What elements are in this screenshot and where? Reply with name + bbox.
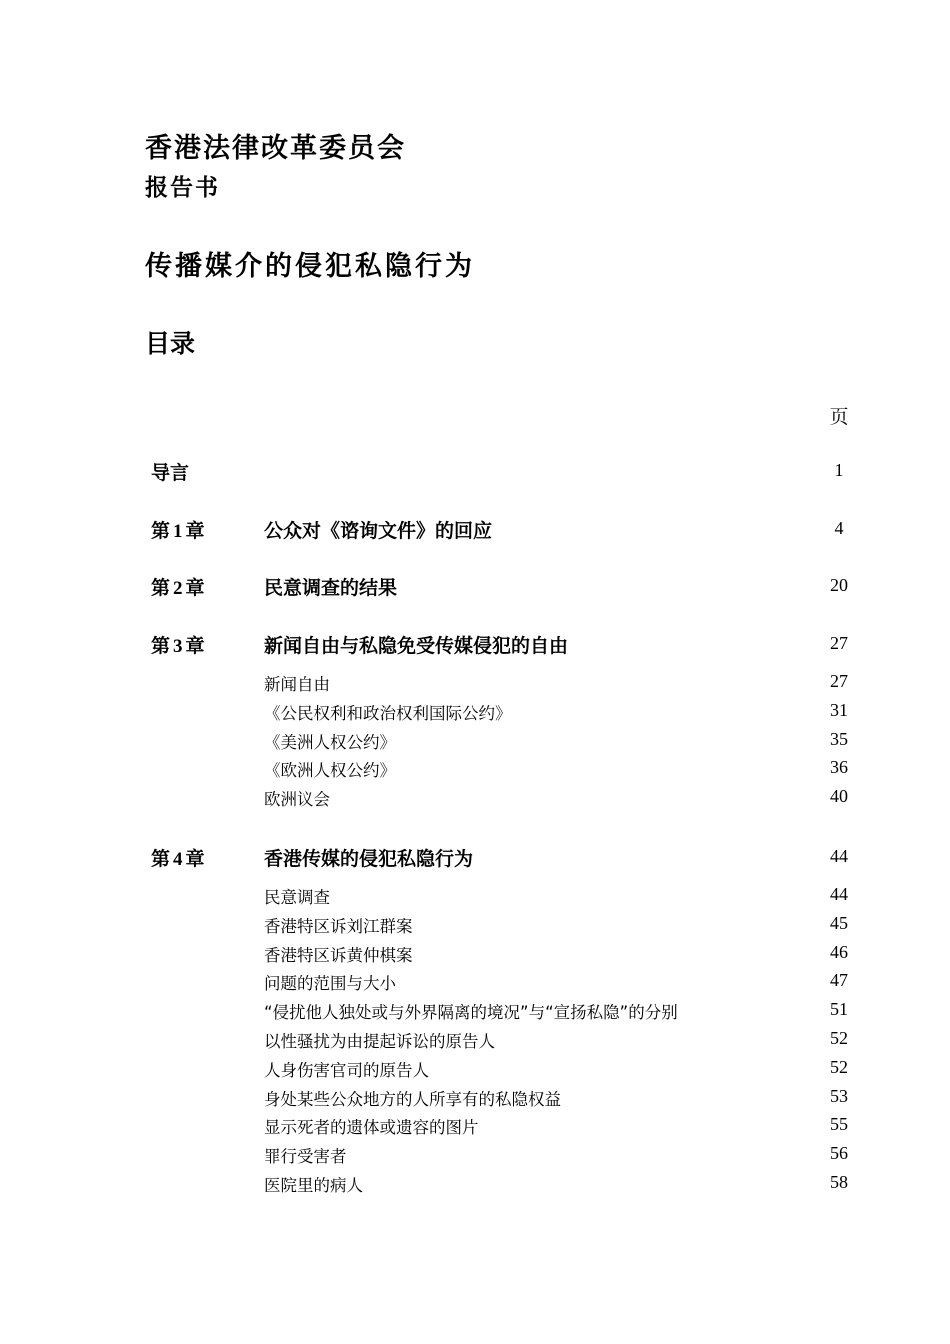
section-page-number: 40 bbox=[830, 786, 848, 807]
chapter-title: 公众对《谘询文件》的回应 bbox=[264, 520, 493, 542]
section-title: 问题的范围与大小 bbox=[264, 974, 396, 994]
section-title: 身处某些公众地方的人所享有的私隐权益 bbox=[264, 1089, 561, 1109]
section-page-number: 52 bbox=[830, 1056, 848, 1077]
chapter-label bbox=[151, 516, 205, 543]
toc-heading: 目录 bbox=[145, 329, 196, 358]
chapter-title: 香港传媒的侵犯私隐行为 bbox=[264, 848, 474, 870]
document-title: 传播媒介的侵犯私隐行为 bbox=[145, 251, 475, 282]
section-page-number: 58 bbox=[830, 1172, 848, 1192]
section-page-number: 45 bbox=[830, 912, 848, 933]
section-title: 以性骚扰为由提起诉讼的原告人 bbox=[264, 1032, 495, 1051]
section-title: 民意调查 bbox=[264, 888, 330, 907]
chapter-label bbox=[151, 631, 205, 658]
chapter-label-suffix: 章 bbox=[185, 577, 205, 599]
section-page-number: 47 bbox=[830, 970, 848, 991]
section-page-number: 36 bbox=[830, 757, 848, 778]
section-title: 医院里的病人 bbox=[264, 1176, 363, 1195]
chapter-label-prefix: 第 bbox=[151, 848, 171, 870]
report-label: 报告书 bbox=[145, 175, 220, 201]
chapter-label-suffix: 章 bbox=[185, 520, 205, 542]
chapter-title: 民意调查的结果 bbox=[264, 577, 398, 599]
chapter-label-prefix: 第 bbox=[151, 635, 171, 657]
section-page-number: 46 bbox=[830, 941, 848, 962]
section-page-number: 56 bbox=[830, 1143, 848, 1164]
section-title: 香港特区诉刘江群案 bbox=[264, 916, 413, 936]
section-title: 《公民权利和政治权利国际公约》 bbox=[264, 703, 512, 723]
chapter-label-prefix: 第 bbox=[151, 520, 171, 542]
section-page-number: 27 bbox=[830, 671, 848, 691]
chapter-label bbox=[151, 573, 205, 600]
chapter-number: 1 bbox=[173, 521, 183, 542]
section-title: 欧洲议会 bbox=[264, 790, 330, 810]
chapter-page-number: 44 bbox=[830, 846, 848, 866]
chapter-label bbox=[151, 458, 189, 485]
section-title: 罪行受害者 bbox=[264, 1147, 347, 1167]
section-page-number: 35 bbox=[830, 728, 848, 749]
chapter-number: 4 bbox=[173, 849, 183, 870]
section-page-number: 53 bbox=[830, 1085, 848, 1106]
page-column-label: 页 bbox=[829, 406, 849, 428]
chapter-label-prefix: 第 bbox=[151, 577, 171, 599]
section-page-number: 52 bbox=[830, 1028, 848, 1048]
section-page-number: 44 bbox=[830, 884, 848, 904]
chapter-label-suffix: 章 bbox=[185, 848, 205, 870]
section-title: “侵扰他人独处或与外界隔离的境况”与“宣扬私隐”的分别 bbox=[264, 1003, 678, 1023]
chapter-page-number: 27 bbox=[830, 633, 848, 653]
section-title: 《欧洲人权公约》 bbox=[264, 761, 396, 781]
organization-title: 香港法律改革委员会 bbox=[145, 133, 406, 164]
chapter-title: 新闻自由与私隐免受传媒侵犯的自由 bbox=[264, 635, 569, 657]
chapter-page-number: 4 bbox=[834, 518, 844, 538]
chapter-label-suffix: 章 bbox=[185, 635, 205, 657]
section-title: 香港特区诉黄仲棋案 bbox=[264, 945, 413, 965]
section-page-number: 55 bbox=[830, 1114, 848, 1135]
section-title: 显示死者的遗体或遗容的图片 bbox=[264, 1118, 479, 1138]
chapter-label bbox=[151, 844, 205, 871]
section-title: 新闻自由 bbox=[264, 675, 330, 694]
chapter-label-prefix: 导言 bbox=[151, 462, 190, 484]
section-title: 人身伤害官司的原告人 bbox=[264, 1060, 429, 1080]
section-page-number: 31 bbox=[830, 699, 848, 720]
section-title: 《美洲人权公约》 bbox=[264, 732, 396, 752]
chapter-page-number: 20 bbox=[830, 575, 848, 595]
chapter-page-number: 1 bbox=[834, 460, 844, 480]
chapter-number: 3 bbox=[173, 636, 183, 657]
chapter-number: 2 bbox=[173, 578, 183, 599]
section-page-number: 51 bbox=[830, 999, 848, 1020]
